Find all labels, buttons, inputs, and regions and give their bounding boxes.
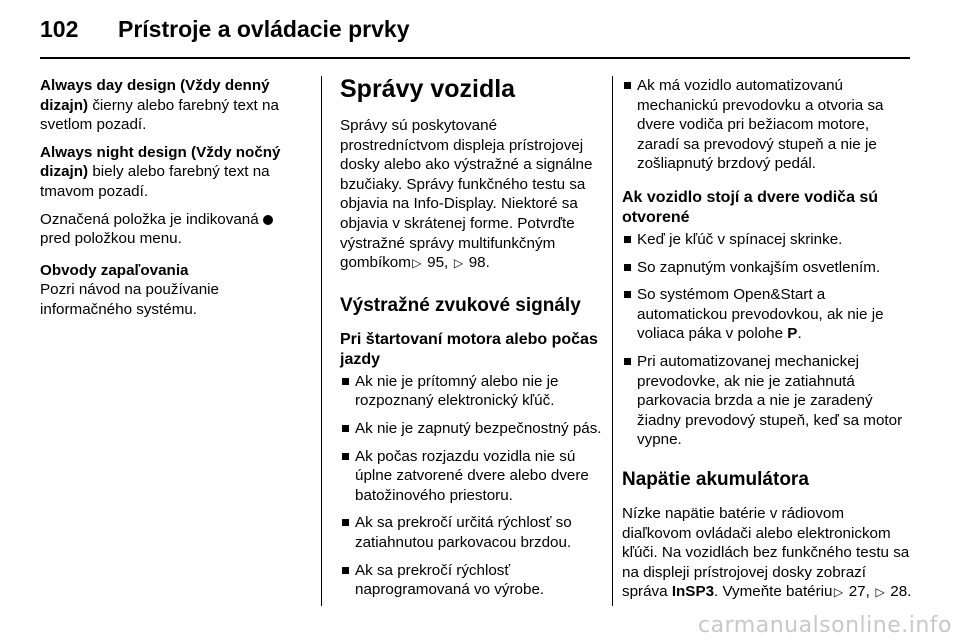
stationary-chime-list xyxy=(622,230,912,450)
list-item: Keď je kľúč v spínacej skrinke. xyxy=(622,230,912,250)
messages-intro: Správy sú poskytované prostredníctvom displeja prístrojovej dosky alebo ako výstražné a signálne bzučiaky. Správy funkčného testu sa objavia na Info-Display. Niektoré sa objavia v skrátenej forme. Potvrďte výstražné správy multifunkčným gombíkom▷ 95, ▷ 98. xyxy=(340,116,605,274)
square-bullet-icon xyxy=(624,264,631,271)
column-divider-1 xyxy=(321,76,322,606)
list-item: Ak nie je zapnutý bezpečnostný pás. xyxy=(340,419,605,439)
ignition-paragraph: Obvody zapaľovania Pozri návod na používanie informačného systému. xyxy=(40,261,219,318)
list-item: Ak počas rozjazdu vozidla nie sú úplne zatvorené dvere alebo dvere batožinového priestoru. xyxy=(340,447,605,506)
column-divider-2 xyxy=(612,76,613,606)
column-2 xyxy=(340,74,605,608)
square-bullet-icon xyxy=(342,453,349,460)
warning-chime-list xyxy=(340,372,605,600)
section-heading-warning-chimes: Výstražné zvukové signály xyxy=(340,294,581,316)
day-design-paragraph: Always day design (Vždy denný dizajn) čierny alebo farebný text na svetlom pozadí. xyxy=(40,77,279,134)
reference-arrow-icon: ▷ xyxy=(412,256,422,271)
day-design-label: Always day design (Vždy denný dizajn) xyxy=(40,77,270,114)
bullet-dot-icon xyxy=(263,215,273,225)
subheading-start-driving: Pri štartovaní motora alebo počas jazdy xyxy=(340,330,598,368)
section-heading-battery-voltage: Napätie akumulátora xyxy=(622,468,809,490)
list-item: Ak nie je prítomný alebo nie je rozpoznaný elektronický kľúč. xyxy=(340,372,605,411)
list-item: So systémom Open&Start a automatickou prevodovkou, ak nie je voliaca páka v polohe P. xyxy=(622,285,912,344)
night-design-label: Always night design (Vždy nočný dizajn) xyxy=(40,143,281,181)
column-1 xyxy=(40,76,302,328)
subheading-vehicle-stationary: Ak vozidlo stojí a dvere vodiča sú otvorené xyxy=(622,188,879,226)
list-item: So zapnutým vonkajším osvetlením. xyxy=(622,258,912,278)
header-divider xyxy=(40,57,910,59)
battery-paragraph: Nízke napätie batérie v rádiovom diaľkovom ovládači alebo elektronickom kľúči. Na vozidlách bez funkčného testu sa na displeji prístrojovej dosky zobrazí správa InSP3. Vymeňte batériu▷ 27, ▷ 28. xyxy=(622,504,912,603)
square-bullet-icon xyxy=(342,378,349,385)
section-heading-messages: Správy vozidla xyxy=(340,75,516,103)
watermark: carmanualsonline.info xyxy=(698,613,952,638)
ignition-heading: Obvody zapaľovania xyxy=(40,261,189,279)
automated-gearbox-list xyxy=(622,76,912,174)
square-bullet-icon xyxy=(624,358,631,365)
page-header xyxy=(40,12,910,58)
square-bullet-icon xyxy=(342,425,349,432)
page-number: 102 xyxy=(40,16,79,42)
square-bullet-icon xyxy=(624,236,631,243)
square-bullet-icon xyxy=(342,519,349,526)
selected-item-paragraph: Označená položka je indikovaná pred položkou menu. xyxy=(40,210,302,249)
square-bullet-icon xyxy=(624,82,631,89)
reference-arrow-icon: ▷ xyxy=(875,585,885,600)
square-bullet-icon xyxy=(342,567,349,574)
square-bullet-icon xyxy=(624,291,631,298)
list-item: Ak sa prekročí určitá rýchlosť so zatiahnutou parkovacou brzdou. xyxy=(340,513,605,552)
reference-arrow-icon: ▷ xyxy=(833,585,844,600)
list-item: Ak má vozidlo automatizovanú mechanickú prevodovku a otvoria sa dvere vodiča pri bežiacom motore, zaradí sa prevodový stupeň a nie je zošliapnutý brzdový pedál. xyxy=(622,76,912,174)
column-3 xyxy=(622,76,912,611)
page-title: Prístroje a ovládacie prvky xyxy=(118,16,410,42)
list-item: Ak sa prekročí rýchlosť naprogramovaná vo výrobe. xyxy=(340,561,605,600)
night-design-paragraph: Always night design (Vždy nočný dizajn) biely alebo farebný text na tmavom pozadí. xyxy=(40,143,281,200)
list-item: Pri automatizovanej mechanickej prevodovke, ak nie je zatiahnutá parkovacia brzda a nie je zaradený žiadny prevodový stupeň, keď sa motor vypne. xyxy=(622,352,912,450)
reference-arrow-icon: ▷ xyxy=(453,256,464,271)
